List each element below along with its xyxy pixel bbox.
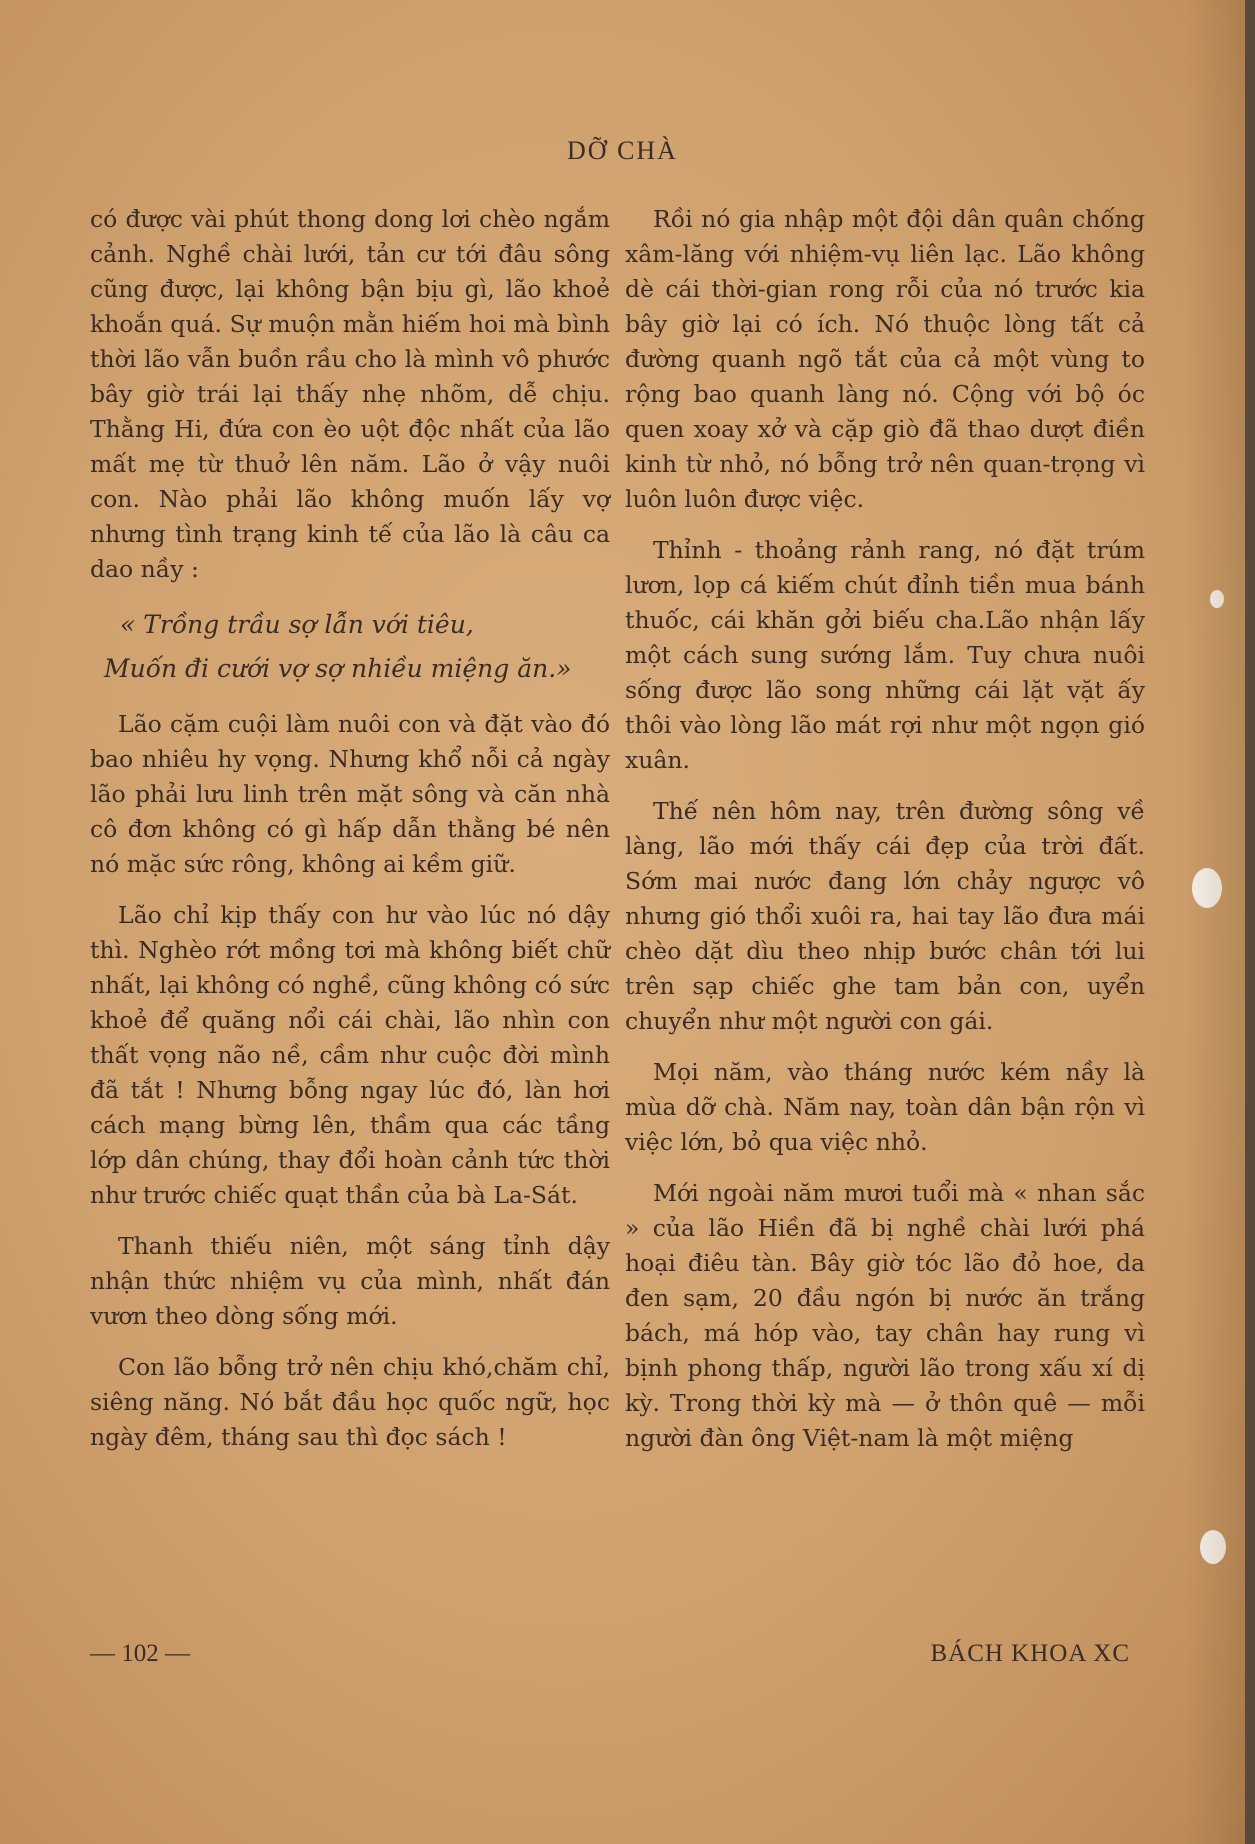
paper-hole xyxy=(1192,868,1222,908)
left-paragraph-1: có được vài phút thong dong lơi chèo ngắm cảnh. Nghề chài lưới, tản cư tới đâu sông cũng được, lại không bận bịu gì, lão khoẻ khoắn quá. Sự muộn mằn hiếm hoi mà bình thời lão vẫn buồn rầu cho là mình vô phước bây giờ trái lại thấy nhẹ nhõm, dễ chịu. Thằng Hi, đứa con èo uột độc nhất của lão mất mẹ từ thuở lên năm. Lão ở vậy nuôi con. Nào phải lão không muốn lấy vợ nhưng tình trạng kinh tế của lão là câu ca dao nầy : xyxy=(90,205,610,583)
running-title: DỠ CHÀ xyxy=(567,136,678,165)
right-paragraph-1: Rồi nó gia nhập một đội dân quân chống xâm-lăng với nhiệm-vụ liên lạc. Lão không dè cái thời-gian rong rỗi của nó trước kia bây giờ lại có ích. Nó thuộc lòng tất cả đường quanh ngõ tắt của cả một vùng to rộng bao quanh làng nó. Cộng với bộ óc quen xoay xở và cặp giò đã thao dượt điền kinh từ nhỏ, nó bỗng trở nên quan-trọng vì luôn luôn được việc. xyxy=(625,205,1145,513)
left-paragraph-4: Thanh thiếu niên, một sáng tỉnh dậy nhận thức nhiệm vụ của mình, nhất đán vươn theo dòng sống mới. xyxy=(90,1232,610,1330)
left-paragraph-5: Con lão bỗng trở nên chịu khó,chăm chỉ, siêng năng. Nó bắt đầu học quốc ngữ, học ngày đêm, tháng sau thì đọc sách ! xyxy=(90,1353,610,1451)
verse-line-1: « Trồng trầu sợ lẫn với tiêu, xyxy=(120,610,474,639)
paper-hole xyxy=(1200,1530,1226,1564)
page-number: — 102 — xyxy=(90,1640,190,1667)
right-paragraph-4: Mọi năm, vào tháng nước kém nầy là mùa dỡ chà. Năm nay, toàn dân bận rộn vì việc lớn, bỏ qua việc nhỏ. xyxy=(625,1058,1145,1156)
left-paragraph-3: Lão chỉ kịp thấy con hư vào lúc nó dậy thì. Nghèo rớt mồng tơi mà không biết chữ nhất, lại không có nghề, cũng không có sức khoẻ để quăng nổi cái chài, lão nhìn con thất vọng não nề, cầm như cuộc đời mình đã tắt ! Nhưng bỗng ngay lúc đó, làn hơi cách mạng bừng lên, thầm qua các tầng lớp dân chúng, thay đổi hoàn cảnh tức thời như trước chiếc quạt thần của bà La-Sát. xyxy=(90,901,610,1209)
verse-line-2: Muốn đi cưới vợ sợ nhiều miệng ăn.» xyxy=(104,654,572,683)
left-column xyxy=(90,202,610,1471)
folk-verse xyxy=(90,603,610,691)
paper-hole xyxy=(1210,590,1224,608)
right-paragraph-5: Mới ngoài năm mươi tuổi mà « nhan sắc » của lão Hiền đã bị nghề chài lưới phá hoại điêu tàn. Bây giờ tóc lão đỏ hoe, da đen sạm, 20 đầu ngón bị nước ăn trắng bách, má hóp vào, tay chân hay rung vì bịnh phong thấp, người lão trong xấu xí dị kỳ. Trong thời kỳ mà — ở thôn quê — mỗi người đàn ông Việt-nam là một miệng xyxy=(625,1179,1145,1452)
publication-name: BÁCH KHOA XC xyxy=(930,1640,1130,1667)
right-column xyxy=(625,202,1145,1472)
right-paragraph-3: Thế nên hôm nay, trên đường sông về làng, lão mới thấy cái đẹp của trời đất. Sớm mai nước đang lớn chảy ngược vô nhưng gió thổi xuôi ra, hai tay lão đưa mái chèo dặt dìu theo nhịp bước chân tới lui trên sạp chiếc ghe tam bản con, uyển chuyển như một người con gái. xyxy=(625,797,1145,1035)
right-paragraph-2: Thỉnh - thoảng rảnh rang, nó đặt trúm lươn, lọp cá kiếm chút đỉnh tiền mua bánh thuốc, cái khăn gởi biếu cha.Lão nhận lấy một cách sung sướng lắm. Tuy chưa nuôi sống được lão song những cái lặt vặt ấy thôi vào lòng lão mát rợi như một ngọn gió xuân. xyxy=(625,536,1145,774)
left-paragraph-2: Lão cặm cuội làm nuôi con và đặt vào đó bao nhiêu hy vọng. Nhưng khổ nỗi cả ngày lão phải lưu linh trên mặt sông và căn nhà cô đơn không có gì hấp dẫn thằng bé nên nó mặc sức rông, không ai kềm giữ. xyxy=(90,710,610,878)
